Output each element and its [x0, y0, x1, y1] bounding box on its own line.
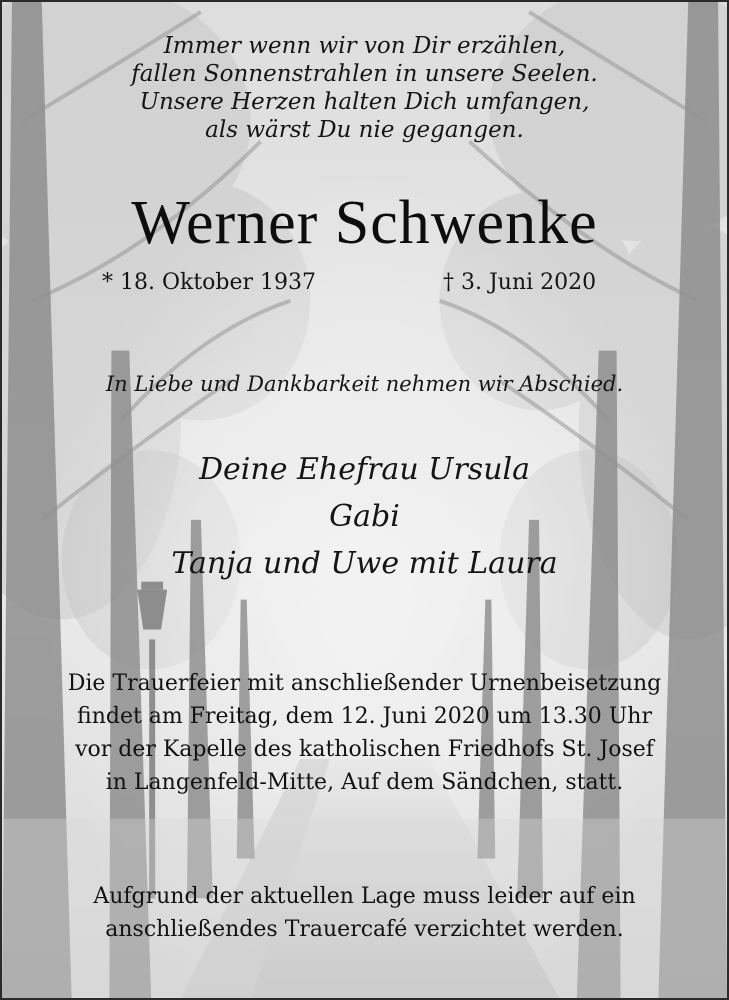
ceremony-line: in Langenfeld-Mitte, Auf dem Sändchen, statt. [105, 770, 624, 795]
ceremony-line: Die Trauerfeier mit anschließender Urnenbeisetzung [67, 671, 662, 696]
ceremony-line: vor der Kapelle des katholischen Friedhofs St. Josef [75, 737, 654, 762]
poem-line: Immer wenn wir von Dir erzählen, [163, 33, 566, 59]
poem-line: Unsere Herzen halten Dich umfangen, [139, 89, 590, 115]
notice-content [2, 2, 727, 998]
deceased-name: Werner Schwenke [131, 189, 598, 257]
note-line: anschließendes Trauercafé verzichtet werden. [105, 917, 624, 942]
note-line: Aufgrund der aktuellen Lage muss leider auf ein [93, 884, 636, 909]
birth-date: * 18. Oktober 1937 [102, 270, 317, 295]
mourner-name: Deine Ehefrau Ursula [199, 452, 530, 487]
farewell-line: In Liebe und Dankbarkeit nehmen wir Abschied. [105, 372, 624, 396]
death-date: † 3. Juni 2020 [443, 270, 597, 295]
mourner-name: Tanja und Uwe mit Laura [171, 546, 558, 581]
poem-line: fallen Sonnenstrahlen in unsere Seelen. [131, 61, 598, 87]
mourners-list [2, 446, 727, 587]
ceremony-details [2, 667, 727, 799]
life-dates [2, 270, 727, 302]
memorial-poem [2, 32, 727, 144]
mourner-name: Gabi [329, 499, 400, 534]
additional-note [2, 880, 727, 946]
poem-line: als wärst Du nie gegangen. [205, 117, 524, 143]
ceremony-line: findet am Freitag, dem 12. Juni 2020 um 13.30 Uhr [77, 704, 652, 729]
